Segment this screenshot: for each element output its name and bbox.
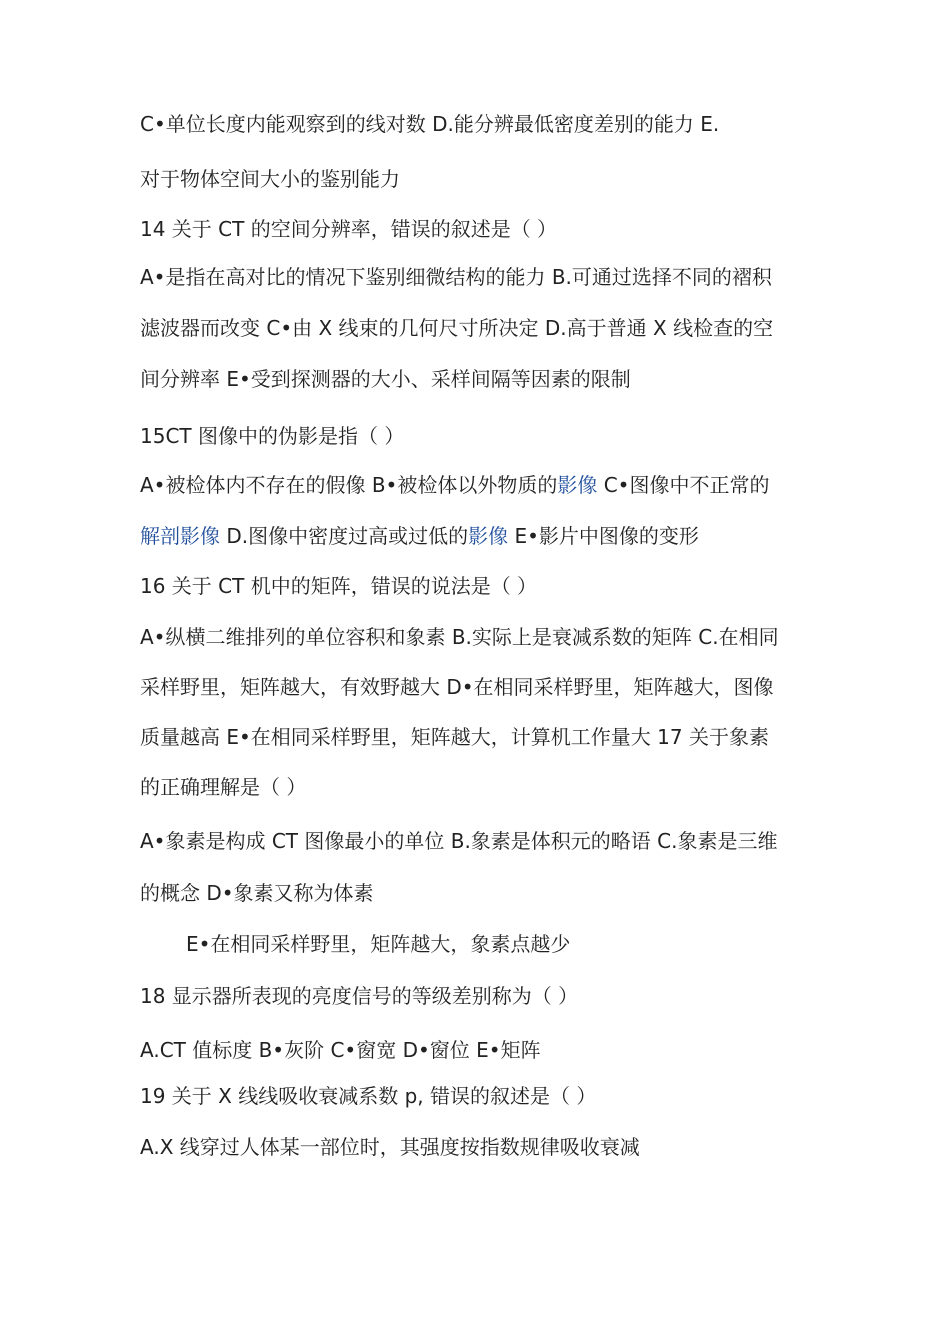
text-segment: E•在相同采样野里，矩阵越大，象素点越少 [186,932,571,956]
text-segment: 15CT 图像中的伪影是指（ ） [140,424,405,448]
text-line [140,774,306,800]
text-line [140,315,773,341]
text-line [140,724,769,750]
text-segment: A.CT 值标度 B•灰阶 C•窗宽 D•窗位 E•矩阵 [140,1038,541,1062]
text-line [140,1134,640,1160]
text-line [140,111,719,137]
text-segment: 16 关于 CT 机中的矩阵，错误的说法是（ ） [140,574,538,598]
text-line [140,423,404,449]
text-line [140,1083,596,1109]
text-segment: 18 显示器所表现的亮度信号的等级差别称为（ ） [140,984,579,1008]
text-line [140,166,400,192]
text-line [140,264,772,290]
link-text[interactable]: 影像 [557,473,598,497]
text-line [140,523,699,549]
text-segment: 滤波器而改变 C•由 X 线束的几何尺寸所决定 D.高于普通 X 线检查的空 [140,316,774,340]
text-segment: 14 关于 CT 的空间分辨率，错误的叙述是（ ） [140,217,558,241]
text-segment: 对于物体空间大小的鉴别能力 [140,167,400,191]
text-line [140,1037,541,1063]
text-segment: E•影片中图像的变形 [508,524,699,548]
text-line [140,573,537,599]
text-line [140,366,631,392]
text-segment: 采样野里，矩阵越大，有效野越大 D•在相同采样野里，矩阵越大，图像 [140,675,774,699]
text-line [140,472,769,498]
text-line [186,931,570,957]
text-segment: 19 关于 X 线线吸收衰减系数 p, 错误的叙述是（ ） [140,1084,597,1108]
text-segment: A•被检体内不存在的假像 B•被检体以外物质的 [140,473,558,497]
text-line [140,880,374,906]
text-line [140,216,557,242]
text-segment: C•图像中不正常的 [597,473,770,497]
text-line [140,828,778,854]
text-segment: D.图像中密度过高或过低的 [220,524,469,548]
text-segment: A.X 线穿过人体某一部位时，其强度按指数规律吸收衰减 [140,1135,640,1159]
text-segment: 的正确理解是（ ） [140,775,307,799]
text-line [140,983,578,1009]
text-segment: A•象素是构成 CT 图像最小的单位 B.象素是体积元的略语 C.象素是三维 [140,829,778,853]
text-segment: C•单位长度内能观察到的线对数 D.能分辨最低密度差别的能力 E. [140,112,720,136]
text-segment: 的概念 D•象素又称为体素 [140,881,374,905]
link-text[interactable]: 解剖影像 [140,524,220,548]
text-line [140,624,779,650]
text-segment: 质量越高 E•在相同采样野里，矩阵越大，计算机工作量大 17 关于象素 [140,725,769,749]
text-segment: A•是指在高对比的情况下鉴别细微结构的能力 B.可通过选择不同的褶积 [140,265,772,289]
text-segment: 间分辨率 E•受到探测器的大小、采样间隔等因素的限制 [140,367,631,391]
text-line [140,674,774,700]
link-text[interactable]: 影像 [468,524,509,548]
text-segment: A•纵横二维排列的单位容积和象素 B.实际上是衰减系数的矩阵 C.在相同 [140,625,779,649]
